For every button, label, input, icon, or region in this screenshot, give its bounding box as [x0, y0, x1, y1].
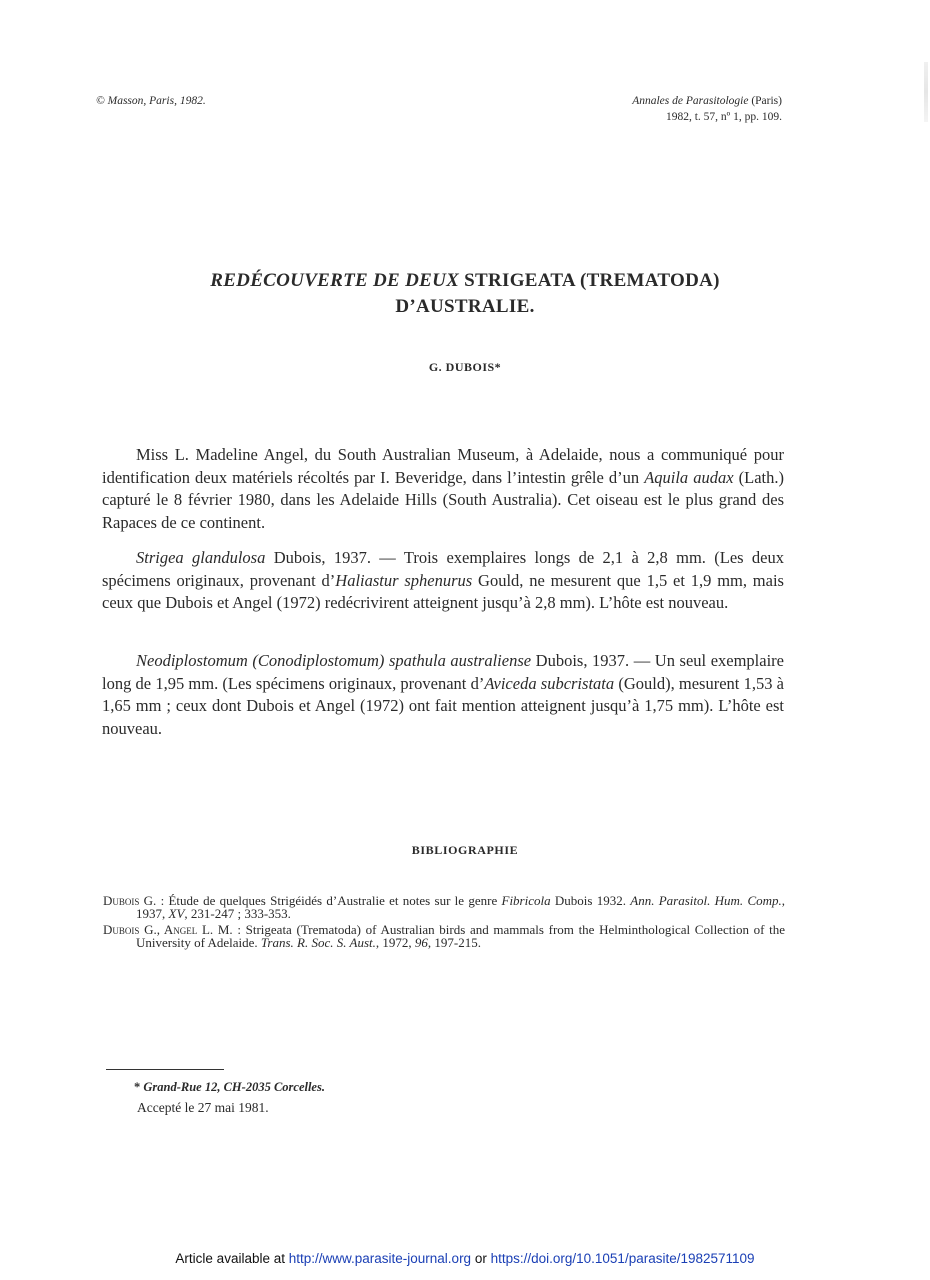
paragraph-neodiplostomum — [102, 650, 784, 740]
journal-website-link[interactable]: http://www.parasite-journal.org — [288, 1251, 472, 1266]
journal-issue: 1982, t. 57, nº 1, pp. 109. — [665, 111, 782, 123]
ref-author: Dubois G., Angel L. M. — [103, 922, 233, 937]
journal-city: (Paris) — [751, 95, 782, 107]
title-part-line2: D’AUSTRALIE. — [395, 296, 535, 317]
footnote-rule — [106, 1069, 224, 1070]
text-run: (Gould), mesurent 1,53 à 1,65 mm ; ceux dont Dubois et Angel (1972) ont fait mention atteignent jusqu’à 1,75 mm). L’hôte est nouveau. — [102, 673, 784, 738]
genus-name: Fibricola — [501, 893, 551, 908]
journal-title: Trans. R. Soc. S. Aust. — [260, 934, 376, 950]
bibliography-heading: BIBLIOGRAPHIE — [411, 843, 519, 857]
text-run: (Lath.) capturé le 8 février 1980, dans les Adelaide Hills (South Australia). Cet oiseau est le plus grand des Rapaces de ce continent. — [102, 467, 784, 532]
text-run: : Strigeata (Trematoda) of Australian birds and mammals from the Helminthological Collection of the University of Adelaide. — [136, 922, 786, 950]
bibliography-entry — [103, 924, 785, 949]
paragraph-introduction — [102, 444, 784, 534]
paragraph-strigea — [102, 547, 784, 615]
article-title — [120, 268, 810, 320]
author-name: G. DUBOIS* — [428, 360, 502, 374]
footer-text: or — [471, 1251, 491, 1266]
bibliography-entry — [103, 895, 785, 920]
doi-link[interactable]: https://doi.org/10.1051/parasite/1982571109 — [490, 1251, 755, 1266]
text-run: , 1972, — [375, 934, 415, 950]
title-part-italic: REDÉCOUVERTE DE DEUX — [210, 270, 460, 291]
acceptance-date: Accepté le 27 mai 1981. — [137, 1100, 269, 1115]
volume: 96 — [414, 934, 428, 950]
address-text: Grand-Rue 12, CH-2035 Corcelles. — [143, 1080, 325, 1094]
article-availability-footer — [0, 1251, 930, 1266]
ref-author: Dubois G. — [103, 893, 157, 908]
journal-title: Ann. Parasitol. Hum. Comp. — [630, 893, 782, 908]
text-run: , 197-215. — [427, 934, 481, 950]
text-run: Dubois, 1937. — Trois exemplaires longs de 2,1 à 2,8 mm. (Les deux spécimens originaux, provenant d’ — [102, 548, 784, 590]
species-name: Strigea glandulosa — [136, 548, 266, 567]
species-name: Aquila audax — [644, 467, 734, 487]
species-name: Neodiplostomum (Conodiplostomum) spathula australiense — [136, 651, 532, 670]
text-run: Gould, ne mesurent que 1,5 et 1,9 mm, mais ceux que Dubois et Angel (1972) redécrivirent atteignent jusqu’à 2,8 mm). L’hôte est nouveau. — [102, 570, 784, 612]
copyright-line: © Masson, Paris, 1982. — [96, 95, 206, 107]
journal-reference — [632, 93, 782, 125]
scan-edge-mark — [924, 62, 928, 122]
text-run: , 1937, — [136, 893, 786, 921]
text-run: Dubois, 1937. — Un seul exemplaire long de 1,95 mm. (Les spécimens originaux, provenant d’ — [102, 651, 784, 693]
volume: XV — [168, 905, 185, 921]
species-name: Aviceda subcristata — [484, 673, 615, 693]
title-part-roman: STRIGEATA (TREMATODA) — [464, 270, 720, 291]
journal-name: Annales de Parasitologie — [632, 95, 749, 107]
text-run: , 231-247 ; 333-353. — [184, 905, 291, 921]
author-address-footnote — [134, 1080, 325, 1095]
footer-text: Article available at — [175, 1251, 289, 1266]
footnote-marker: * — [134, 1080, 141, 1094]
species-name: Haliastur sphenurus — [335, 570, 473, 590]
text-run: : Étude de quelques Strigéidés d’Australie et notes sur le genre — [156, 893, 502, 908]
text-run: Dubois 1932. — [550, 893, 631, 908]
text-run: Miss L. Madeline Angel, du South Australian Museum, à Adelaide, nous a communiqué pour identification deux matériels récoltés par I. Beveridge, dans l’intestin grêle d’un — [102, 445, 784, 487]
